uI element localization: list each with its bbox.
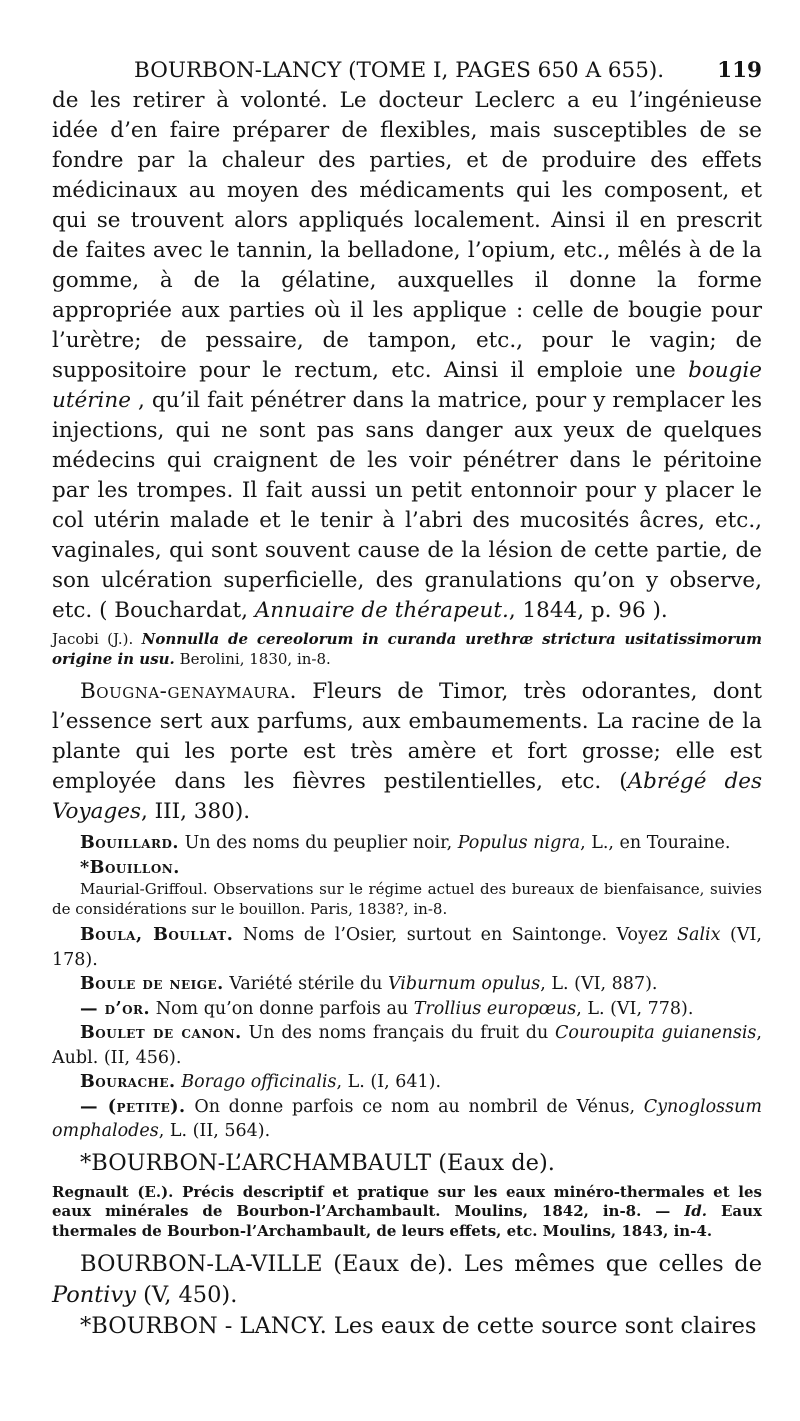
entry-boula: Boula, Boullat. Noms de l’Osier, surtout en Saintonge. Voyez Salix (VI, 178). — [52, 925, 762, 970]
paragraph-leclerc: de les retirer à volonté. Le docteur Leclerc a eu l’ingénieuse idée d’en faire préparer de flexibles, mais susceptibles de se fondre par la chaleur des parties, et de produire des effets médicinaux au moyen des médicaments qui les composent, et qui se trouvent alors appliqués localement. Ainsi il en prescrit de faites avec le tannin, la belladone, l’opium, etc., mêlés à de la gomme, à de la gélatine, auxquelles il donne la forme appropriée aux parties où il les applique : celle de bougie pour l’urètre; de pessaire, de tampon, etc., pour le vagin; de suppositoire pour le rectum, etc. Ainsi il emploie une bougie utérine , qu’il fait pénétrer dans la matrice, pour y remplacer les injections, qui ne sont pas sans danger aux yeux de quelques médecins qui craignent de les voir pénétrer dans le péritoine par les trompes. Il fait aussi un petit entonnoir pour y placer le col utérin malade et le tenir à l’abri des mucosités âcres, etc., vaginales, qui sont souvent cause de la lésion de cette partie, de son ulcération superficielle, des granulations qu’on y observe, etc. ( Bouchardat, Annuaire de thérapeut., 1844, p. 96 ). — [52, 88, 762, 623]
entry-bourbon-lancy: *BOURBON - LANCY. Les eaux de cette source sont claires — [80, 1313, 757, 1339]
running-head: BOURBON-LANCY (TOME I, PAGES 650 A 655). — [134, 58, 665, 83]
entry-bouillard: Bouillard. Un des noms du peuplier noir, Populus nigra, L., en Touraine. — [80, 833, 731, 853]
reference-jacobi: Jacobi (J.). Nonnulla de cereolorum in curanda urethræ strictura usitatissimorum origine in usu. Berolini, 1830, in-8. — [52, 630, 762, 668]
entry-bourbon-la-ville: BOURBON-LA-VILLE (Eaux de). Les mêmes que celles de Pontivy (V, 450). — [52, 1251, 763, 1308]
reference-regnault: Regnault (E.). Précis descriptif et pratique sur les eaux minéro-thermales et les eaux minérales de Bourbon-l’Archambault. Moulins, 1842, in-8. — Id. Eaux thermales de Bourbon-l’Archambault, de leurs effets, etc. Moulins, 1843, in-4. — [52, 1182, 762, 1240]
entry-bourbon-larchambault: *BOURBON-L’ARCHAMBAULT (Eaux de). — [80, 1149, 555, 1176]
entry-boule-dor: — d’or. Nom qu’on donne parfois au Trollius europœus, L. (VI, 778). — [80, 998, 694, 1019]
entry-bouillon: *Bouillon. — [80, 857, 180, 878]
entry-bourache: Bourache. Borago officinalis, L. (I, 641). — [80, 1072, 442, 1092]
entry-bougna-genaymaura: Bougna-genaymaura. Fleurs de Timor, très odorantes, dont l’essence sert aux parfums, aux embaumements. La racine de la plante qui les porte est très amère et fort grosse; elle est employée dans les fièvres pestilentielles, etc. (Abrégé des Voyages, III, 380). — [52, 679, 762, 824]
entry-boulet-de-canon: Boulet de canon. Un des noms français du fruit du Couroupita guianensis, Aubl. (II, 456). — [52, 1023, 762, 1068]
page-number: 119 — [717, 58, 762, 83]
entry-boule-de-neige: Boule de neige. Variété stérile du Viburnum opulus, L. (VI, 887). — [80, 974, 658, 994]
page-header — [134, 56, 762, 86]
reference-maurial-griffoul: Maurial-Griffoul. Observations sur le régime actuel des bureaux de bienfaisance, suivies de considérations sur le bouillon. Paris, 1838?, in-8. — [52, 880, 762, 918]
entry-bourache-petite: — (petite). On donne parfois ce nom au nombril de Vénus, Cynoglossum omphalodes, L. (II, 564). — [52, 1096, 762, 1141]
